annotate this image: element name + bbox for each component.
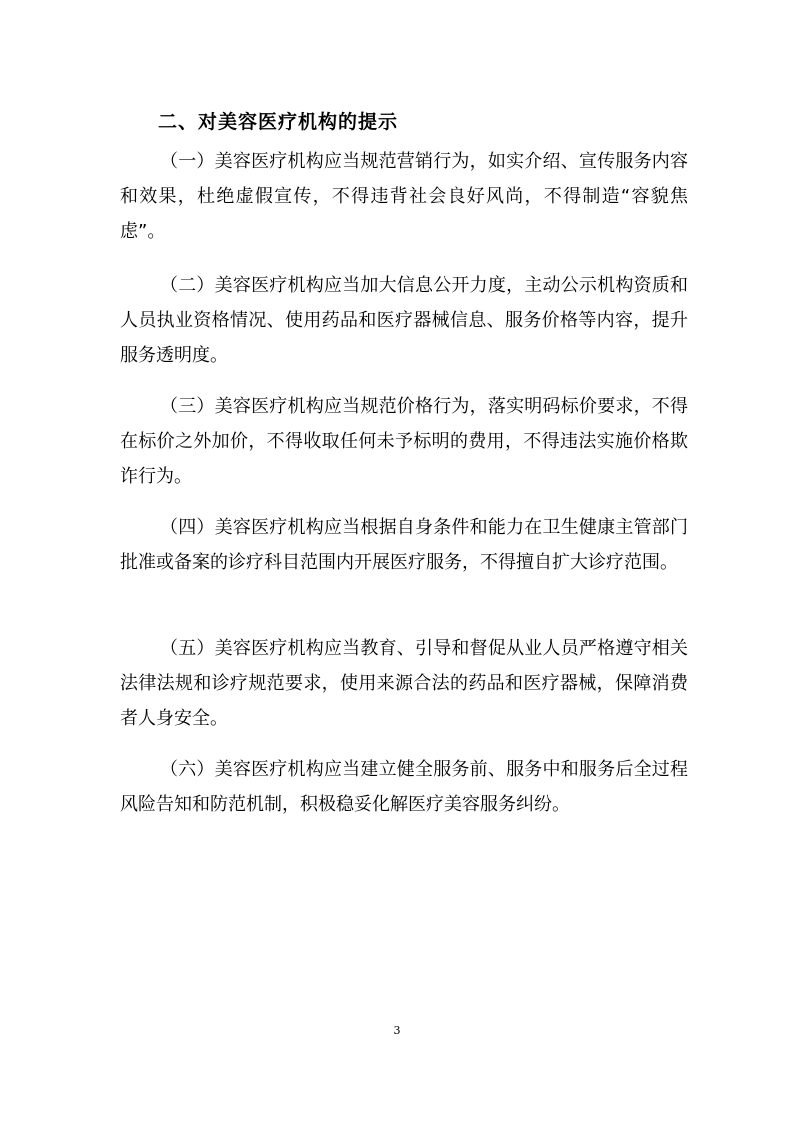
paragraph-6: （六）美容医疗机构应当建立健全服务前、服务中和服务后全过程风险告知和防范机制，积极稳妥化解医疗美容服务纠纷。 — [120, 759, 688, 815]
section-heading: 二、对美容医疗机构的提示 — [158, 111, 399, 133]
paragraph-4: （四）美容医疗机构应当根据自身条件和能力在卫生健康主管部门批准或备案的诊疗科目范围内开展医疗服务，不得擅自扩大诊疗范围。 — [120, 517, 688, 573]
page-number: 3 — [393, 1024, 401, 1037]
paragraph-3: （三）美容医疗机构应当规范价格行为，落实明码标价要求，不得在标价之外加价，不得收取任何未予标明的费用，不得违法实施价格欺诈行为。 — [120, 396, 688, 487]
paragraph-1: （一）美容医疗机构应当规范营销行为，如实介绍、宣传服务内容和效果，杜绝虚假宣传，不得违背社会良好风尚，不得制造“容貌焦虑”。 — [120, 151, 688, 242]
paragraph-5: （五）美容医疗机构应当教育、引导和督促从业人员严格遵守相关法律法规和诊疗规范要求，使用来源合法的药品和医疗器械，保障消费者人身安全。 — [120, 638, 688, 729]
paragraph-2: （二）美容医疗机构应当加大信息公开力度，主动公示机构资质和人员执业资格情况、使用药品和医疗器械信息、服务价格等内容，提升服务透明度。 — [120, 275, 688, 366]
